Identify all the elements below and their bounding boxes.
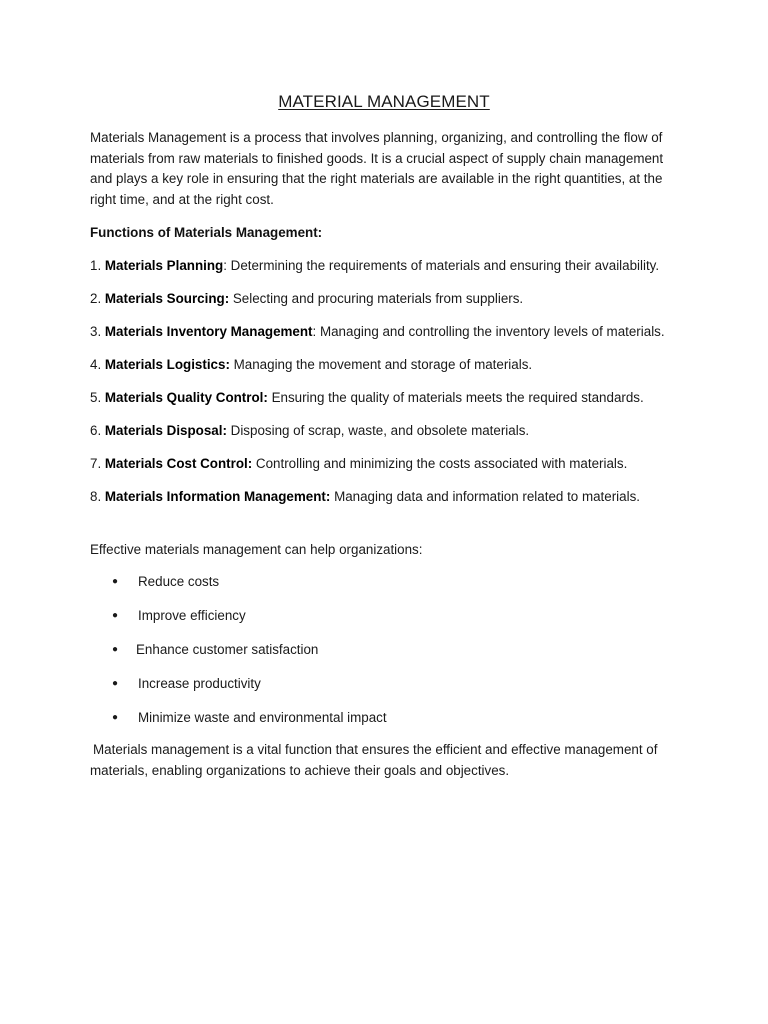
- bullet-icon: ●: [112, 644, 119, 655]
- function-number: 3.: [90, 324, 105, 339]
- function-description: Ensuring the quality of materials meets the required standards.: [267, 390, 644, 405]
- function-description: Disposing of scrap, waste, and obsolete materials.: [226, 423, 530, 438]
- function-number: 4.: [90, 357, 105, 372]
- benefits-list: [90, 572, 678, 728]
- benefit-item: [90, 674, 678, 694]
- function-item: [90, 454, 678, 474]
- functions-list: [90, 256, 678, 507]
- function-description: : Determining the requirements of materials and ensuring their availability.: [223, 258, 660, 273]
- function-description: : Managing and controlling the inventory levels of materials.: [312, 324, 665, 339]
- function-number: 6.: [90, 423, 105, 438]
- benefit-text: Reduce costs: [138, 574, 220, 589]
- bullet-icon: ●: [112, 678, 119, 689]
- function-number: 2.: [90, 291, 105, 306]
- function-description: Managing the movement and storage of materials.: [229, 357, 533, 372]
- benefit-text: Increase productivity: [138, 676, 261, 691]
- benefit-text: Minimize waste and environmental impact: [138, 710, 387, 725]
- function-term: Materials Inventory Management: [104, 324, 313, 339]
- function-description: Managing data and information related to materials.: [330, 489, 640, 504]
- function-term: Materials Disposal:: [104, 423, 227, 438]
- function-term: Materials Sourcing:: [104, 291, 230, 306]
- function-number: 7.: [90, 456, 105, 471]
- function-item: [90, 487, 678, 507]
- page-title: MATERIAL MANAGEMENT: [278, 92, 490, 111]
- function-term: Materials Planning: [104, 258, 224, 273]
- function-item: [90, 421, 678, 441]
- function-item: [90, 322, 678, 342]
- function-term: Materials Quality Control:: [104, 390, 268, 405]
- bullet-icon: ●: [112, 712, 119, 723]
- function-description: Controlling and minimizing the costs associated with materials.: [252, 456, 628, 471]
- function-term: Materials Cost Control:: [104, 456, 253, 471]
- benefit-item: [90, 708, 678, 728]
- function-number: 8.: [90, 489, 105, 504]
- benefit-text: Enhance customer satisfaction: [136, 642, 319, 657]
- benefit-item: [90, 572, 678, 592]
- function-term: Materials Information Management:: [104, 489, 331, 504]
- intro-paragraph: Materials Management is a process that involves planning, organizing, and controlling the flow of materials from raw materials to finished goods. It is a crucial aspect of supply chain management and plays a key role in ensuring that the right materials are available in the right quantities, at the right time, and at the right cost.: [90, 130, 664, 207]
- benefit-item: [90, 640, 678, 660]
- bullet-icon: ●: [112, 576, 119, 587]
- conclusion-paragraph: Materials management is a vital function that ensures the efficient and effective management of materials, enabling organizations to achieve their goals and objectives.: [90, 742, 658, 778]
- bullet-icon: ●: [112, 610, 119, 621]
- function-item: [90, 256, 678, 276]
- function-number: 5.: [90, 390, 105, 405]
- benefit-text: Improve efficiency: [138, 608, 246, 623]
- benefit-item: [90, 606, 678, 626]
- function-term: Materials Logistics:: [104, 357, 230, 372]
- function-description: Selecting and procuring materials from suppliers.: [229, 291, 524, 306]
- function-item: [90, 388, 678, 408]
- function-number: 1.: [90, 258, 105, 273]
- functions-heading: Functions of Materials Management:: [90, 225, 323, 240]
- benefits-intro: Effective materials management can help organizations:: [90, 542, 423, 557]
- function-item: [90, 355, 678, 375]
- function-item: [90, 289, 678, 309]
